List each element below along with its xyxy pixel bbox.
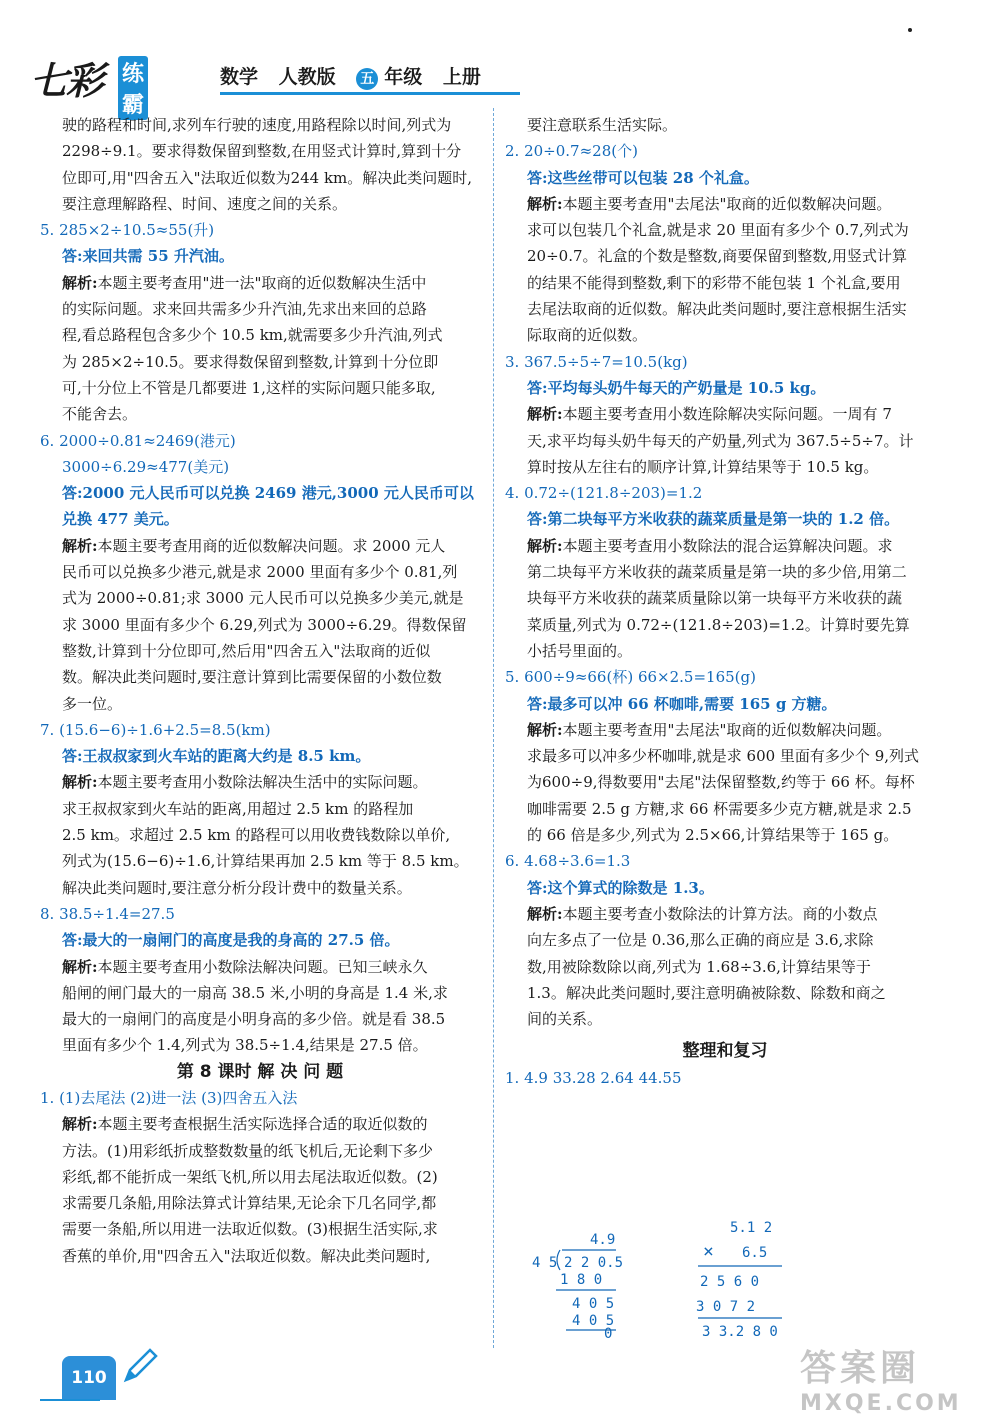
analysis-text: 咖啡需要 2.5 g 方糖,求 66 杯需要多少克方糖,就是求 2.5: [527, 799, 912, 818]
analysis-text: 船闸的闸门最大的一扇高 38.5 米,小明的身高是 1.4 米,求: [62, 983, 448, 1002]
question-6-formula: 6. 2000÷0.81≈2469(港元): [40, 431, 236, 450]
header-rule: [220, 92, 520, 95]
div-quotient: 4.9: [590, 1232, 616, 1248]
analysis-text: 本题主要考查用小数除法解决生活中的实际问题。: [97, 773, 428, 792]
left-column: [40, 112, 480, 1269]
footer-rule: [40, 1398, 100, 1402]
question-5r-answer: 答:最多可以冲 66 杯咖啡,需要 165 g 方糖。: [527, 694, 837, 713]
analysis-text: 列式为(15.6−6)÷1.6,计算结果再加 2.5 km 等于 8.5 km。: [62, 852, 469, 871]
analysis-text: 算时按从左往右的顺序计算,计算结果等于 10.5 kg。: [527, 457, 879, 476]
lesson-title: 第 8 课时 解 决 问 题: [176, 1061, 344, 1082]
question-6-answer: 兑换 477 美元。: [62, 510, 179, 529]
text-line: 驶的路程和时间,求列车行驶的速度,用路程除以时间,列式为: [62, 116, 452, 134]
question-3-answer: 答:平均每头奶牛每天的产奶量是 10.5 kg。: [527, 378, 826, 397]
div-dividend: 2 2 0.5: [564, 1255, 624, 1271]
question-5r-formula: 5. 600÷9≈66(杯) 66×2.5=165(g): [505, 668, 756, 687]
analysis-text: 求 3000 里面有多少个 6.29,列式为 3000÷6.29。得数保留: [62, 615, 467, 634]
question-6-answer: 答:2000 元人民币可以兑换 2469 港元,3000 元人民币可以: [62, 484, 474, 503]
section-1-answer: 1. (1)去尾法 (2)进一法 (3)四舍五入法: [40, 1088, 298, 1107]
grade-badge: 五: [356, 68, 378, 90]
analysis-label: 解析:: [527, 536, 563, 555]
vertical-calculations: [520, 1212, 810, 1342]
analysis-label: 解析:: [527, 904, 563, 923]
analysis-text: 香蕉的单价,用"四舍五入"法取近似数。解决此类问题时,: [62, 1246, 431, 1265]
analysis-text: 数。解决此类问题时,要注意计算到比需要保留的小数位数: [62, 668, 442, 687]
question-5-answer: 答:来回共需 55 升汽油。: [62, 247, 234, 266]
watermark-bottom: MXQE.COM: [800, 1391, 962, 1416]
brand-logo: [30, 50, 145, 118]
analysis-label: 解析:: [62, 773, 98, 792]
text-line: 要注意联系生活实际。: [527, 116, 678, 134]
analysis-text: 求最多可以冲多少杯咖啡,就是求 600 里面有多少个 9,列式: [527, 747, 920, 766]
question-4-answer: 答:第二块每平方米收获的蔬菜质量是第一块的 1.2 倍。: [527, 510, 900, 529]
question-3-formula: 3. 367.5÷5÷7=10.5(kg): [505, 352, 688, 371]
question-8-answer: 答:最大的一扇闸门的高度是我的身高的 27.5 倍。: [62, 931, 400, 950]
analysis-text: 不能舍去。: [62, 405, 138, 424]
analysis-text: 菜质量,列式为 0.72÷(121.8÷203)=1.2。计算时要先算: [527, 615, 910, 634]
text-line: 2298÷9.1。要求得数保留到整数,在用竖式计算时,算到十分: [62, 142, 462, 161]
analysis-text: 求可以包装几个礼盒,就是求 20 里面有多少个 0.7,列式为: [527, 221, 909, 240]
question-6r-formula: 6. 4.68÷3.6=1.3: [505, 852, 631, 871]
question-4-formula: 4. 0.72÷(121.8÷203)=1.2: [505, 484, 703, 503]
edition-label: 人教版: [278, 66, 336, 88]
pencil-icon: [120, 1346, 160, 1386]
analysis-label: 解析:: [62, 273, 98, 292]
analysis-text: 的实际问题。求来回共需多少升汽油,先求出来回的总路: [62, 300, 427, 319]
mul-op: ×: [703, 1241, 714, 1262]
text-line: 位即可,用"四舍五入"法取近似数为244 km。解决此类问题时,: [62, 168, 473, 187]
analysis-text: 解决此类问题时,要注意分析分段计费中的数量关系。: [62, 878, 412, 897]
analysis-text: 本题主要考查用小数连除解决实际问题。一周有 7: [562, 405, 892, 424]
analysis-text: 第二块每平方米收获的蔬菜质量是第一块的多少倍,用第二: [527, 563, 907, 582]
question-8-formula: 8. 38.5÷1.4=27.5: [40, 904, 175, 923]
analysis-text: 去尾法取商的近似数。解决此类问题时,要注意根据生活实: [527, 300, 907, 319]
watermark: [800, 1340, 985, 1420]
analysis-text: 2.5 km。求超过 2.5 km 的路程可以用收费钱数除以单价,: [62, 826, 451, 845]
analysis-text: 民币可以兑换多少港元,就是求 2000 里面有多少个 0.81,列: [62, 563, 458, 582]
question-6-formula-b: 3000÷6.29≈477(美元): [62, 457, 230, 476]
div-row: 0: [604, 1326, 613, 1342]
analysis-text: 际取商的近似数。: [527, 326, 648, 345]
analysis-text: 式为 2000÷0.81;求 3000 元人民币可以兑换多少美元,就是: [62, 589, 464, 608]
right-column: [505, 112, 945, 1091]
analysis-label: 解析:: [62, 1115, 98, 1134]
watermark-top: 答案圈: [800, 1348, 921, 1389]
analysis-text: 方法。(1)用彩纸折成整数数量的纸飞机后,无论剩下多少: [62, 1141, 434, 1160]
analysis-text: 求王叔叔家到火车站的距离,用超过 2.5 km 的路程加: [62, 799, 414, 818]
analysis-text: 间的关系。: [527, 1010, 603, 1029]
analysis-text: 数,用被除数除以商,列式为 1.68÷3.6,计算结果等于: [527, 957, 871, 976]
grade-label: 年级: [384, 66, 423, 88]
analysis-text: 本题主要考查用小数除法解决问题。已知三峡永久: [97, 957, 428, 976]
analysis-text: 可,十分位上不管是几都要进 1,这样的实际问题只能多取,: [62, 378, 436, 397]
mul-result: 3 3.2 8 0: [702, 1324, 778, 1340]
mul-partial: 3 0 7 2: [696, 1299, 756, 1315]
analysis-text: 小括号里面的。: [527, 641, 633, 660]
div-row: 4 0 5: [572, 1313, 615, 1329]
analysis-text: 求需要几条船,用除法算式计算结果,无论余下几名同学,都: [62, 1194, 437, 1213]
div-divisor: 4 5: [532, 1255, 558, 1271]
analysis-label: 解析:: [527, 405, 563, 424]
div-row: 1 8 0: [560, 1272, 603, 1288]
question-7-answer: 答:王叔叔家到火车站的距离大约是 8.5 km。: [62, 747, 371, 766]
analysis-text: 最大的一扇闸门的高度是小明身高的多少倍。就是看 38.5: [62, 1010, 446, 1029]
analysis-text: 的 66 倍是多少,列式为 2.5×66,计算结果等于 165 g。: [527, 826, 899, 845]
analysis-text: 向左多点了一位是 0.36,那么正确的商应是 3.6,求除: [527, 931, 874, 950]
analysis-text: 彩纸,都不能折成一架纸飞机,所以用去尾法取近似数。(2): [62, 1167, 438, 1186]
analysis-text: 本题主要考查小数除法的计算方法。商的小数点: [562, 904, 878, 923]
question-5-formula: 5. 285×2÷10.5≈55(升): [40, 221, 215, 240]
logo-text: 七彩: [30, 59, 103, 103]
analysis-text: 天,求平均每头奶牛每天的产奶量,列式为 367.5÷5÷7。计: [527, 431, 914, 450]
analysis-label: 解析:: [527, 194, 563, 213]
analysis-text: 的结果不能得到整数,剩下的彩带不能包装 1 个礼盒,要用: [527, 273, 901, 292]
question-2-answer: 答:这些丝带可以包装 28 个礼盒。: [527, 168, 759, 187]
div-bracket: [557, 1250, 560, 1270]
analysis-text: 本题主要考查用"去尾法"取商的近似数解决问题。: [562, 194, 892, 213]
logo-box: 练霸: [118, 56, 148, 120]
review-title: 整理和复习: [682, 1041, 768, 1062]
review-1-answer: 1. 4.9 33.28 2.64 44.55: [505, 1068, 682, 1087]
analysis-text: 程,看总路程包含多少个 10.5 km,就需要多少升汽油,列式: [62, 326, 443, 345]
analysis-text: 需要一条船,所以用进一法取近似数。(3)根据生活实际,求: [62, 1220, 438, 1239]
analysis-text: 本题主要考查用小数除法的混合运算解决问题。求: [562, 536, 893, 555]
analysis-text: 本题主要考查用"进一法"取商的近似数解决生活中: [97, 273, 427, 292]
analysis-label: 解析:: [62, 536, 98, 555]
analysis-text: 里面有多少个 1.4,列式为 38.5÷1.4,结果是 27.5 倍。: [62, 1036, 428, 1055]
mul-a: 5.1 2: [730, 1220, 773, 1236]
page-header: [30, 50, 500, 118]
analysis-text: 块每平方米收获的蔬菜质量除以第一块每平方米收获的蔬: [527, 589, 903, 608]
book-info: [220, 62, 495, 90]
analysis-text: 20÷0.7。礼盒的个数是整数,商要保留到整数,用竖式计算: [527, 247, 908, 266]
analysis-label: 解析:: [62, 957, 98, 976]
analysis-text: 为600÷9,得数要用"去尾"法保留整数,约等于 66 杯。每杯: [527, 773, 915, 792]
analysis-text: 本题主要考查根据生活实际选择合适的取近似数的: [97, 1115, 428, 1134]
question-7-formula: 7. (15.6−6)÷1.6+2.5=8.5(km): [40, 720, 271, 739]
mul-partial: 2 5 6 0: [700, 1274, 760, 1290]
question-6r-answer: 答:这个算式的除数是 1.3。: [527, 878, 714, 897]
volume-label: 上册: [442, 66, 481, 88]
div-row: 4 0 5: [572, 1296, 615, 1312]
mul-b: 6.5: [742, 1245, 768, 1261]
analysis-text: 本题主要考查用"去尾法"取商的近似数解决问题。: [562, 720, 892, 739]
analysis-text: 整数,计算到十分位即可,然后用"四舍五入"法取商的近似: [62, 641, 431, 660]
text-line: 要注意理解路程、时间、速度之间的关系。: [62, 194, 348, 213]
ink-dot: [908, 28, 912, 32]
analysis-text: 1.3。解决此类问题时,要注意明确被除数、除数和商之: [527, 983, 886, 1002]
analysis-text: 多一位。: [62, 694, 123, 713]
subject-label: 数学: [220, 66, 259, 88]
question-2-formula: 2. 20÷0.7≈28(个): [505, 142, 638, 161]
analysis-text: 本题主要考查用商的近似数解决问题。求 2000 元人: [97, 536, 446, 555]
analysis-text: 为 285×2÷10.5。要求得数保留到整数,计算到十分位即: [62, 352, 439, 371]
column-divider: [493, 108, 494, 1348]
page-number: 110: [62, 1356, 116, 1400]
analysis-label: 解析:: [527, 720, 563, 739]
